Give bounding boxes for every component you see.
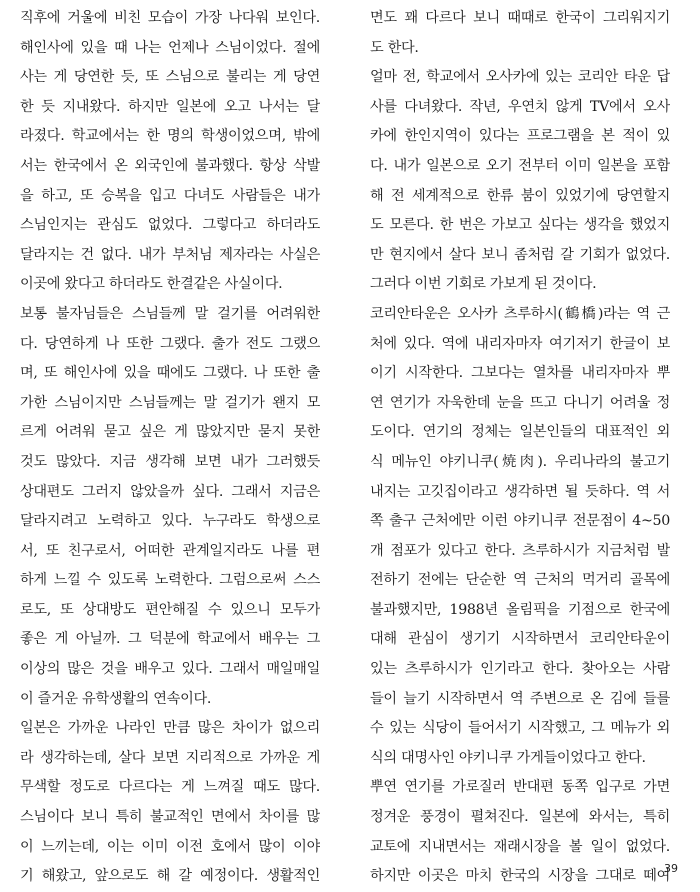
- text-line: 다. 당연하게 나 또한 그랬다. 출가 전도 그랬으: [20, 335, 320, 352]
- text-line: 식의 대명사인 야키니쿠 가게들이었다고 한다.: [370, 749, 646, 766]
- text-line: 연 연기가 자욱한데 눈을 뜨고 다니기 어려울 정: [370, 394, 670, 411]
- text-line: 한 듯 지내왔다. 하지만 일본에 오고 나서는 달: [20, 98, 320, 115]
- text-line: 보통 불자님들은 스님들께 말 걸기를 어려워한: [20, 305, 320, 322]
- text-line: 대해 관심이 생기기 시작하면서 코리안타운이: [370, 631, 670, 648]
- text-line: 식 메뉴인 야키니쿠(焼肉). 우리나라의 불고기: [370, 453, 670, 470]
- text-line: 쪽 출구 근처에만 이런 야키니쿠 전문점이 4~50: [370, 513, 670, 530]
- text-line: 도 한다.: [370, 39, 419, 56]
- text-line: 다. 내가 일본으로 오기 전부터 이미 일본을 포함: [370, 157, 670, 174]
- text-line: 로도, 또 상대방도 편안해질 수 있으니 모두가: [20, 601, 320, 618]
- text-line: 전하기 전에는 단순한 역 근처의 먹거리 골목에: [370, 572, 670, 589]
- text-line: 르게 어려워 묻고 싶은 게 많았지만 묻지 못한: [20, 424, 320, 441]
- text-line: 직후에 거울에 비친 모습이 가장 나다워 보인다.: [20, 10, 320, 26]
- text-line: 있는 츠루하시가 인기라고 한다. 찾아오는 사람: [370, 661, 670, 678]
- text-line: 이기 시작한다. 그보다는 열차를 내리자마자 뿌: [370, 365, 670, 382]
- text-line: 교토에 지내면서는 재래시장을 볼 일이 없었다.: [370, 838, 670, 855]
- text-line: 서는 한국에서 온 외국인에 불과했다. 항상 삭발: [20, 157, 320, 174]
- page-number: 39: [664, 862, 678, 875]
- right-text-column: [370, 4, 670, 892]
- text-line: 수 있는 식당이 들어서기 시작했고, 그 메뉴가 외: [370, 720, 670, 737]
- text-line: 달라지는 건 없다. 내가 부처님 제자라는 사실은: [20, 246, 320, 263]
- text-line: 하게 느낄 수 있도록 노력한다. 그럼으로써 스스: [20, 572, 320, 589]
- text-line: 내지는 고깃집이라고 생각하면 될 듯하다. 역 서: [370, 483, 670, 500]
- text-line: 도이다. 연기의 정체는 일본인들의 대표적인 외: [370, 424, 670, 441]
- text-line: 무색할 정도로 다르다는 게 느껴질 때도 많다.: [20, 779, 320, 796]
- text-line: 얼마 전, 학교에서 오사카에 있는 코리안 타운 답: [370, 69, 670, 86]
- text-line: 이상의 많은 것을 배우고 있다. 그래서 매일매일: [20, 661, 320, 678]
- text-line: 가한 스님이지만 스님들께는 말 걸기가 왠지 모: [20, 394, 320, 411]
- text-line: 그러다 이번 기회로 가보게 된 것이다.: [370, 276, 597, 293]
- text-line: 것도 많았다. 지금 생각해 보면 내가 그러했듯: [20, 453, 320, 470]
- text-line: 해인사에 있을 때 나는 언제나 스님이었다. 절에: [20, 39, 320, 56]
- text-line: 불과했지만, 1988년 올림픽을 기점으로 한국에: [370, 601, 670, 618]
- text-line: 좋은 게 아닐까. 그 덕분에 학교에서 배우는 그: [20, 631, 320, 648]
- text-line: 라졌다. 학교에서는 한 명의 학생이었으며, 밖에: [20, 128, 320, 145]
- text-line: 카에 한인지역이 있다는 프로그램을 본 적이 있: [370, 128, 670, 145]
- text-line: 정겨운 풍경이 펼쳐진다. 일본에 와서는, 특히: [370, 809, 670, 826]
- text-line: 코리안타운은 오사카 츠루하시(鶴橋)라는 역 근: [370, 305, 670, 322]
- text-line: 해 전 세계적으로 한류 붐이 있었기에 당연할지: [370, 187, 670, 204]
- text-line: 면도 꽤 다르다 보니 때때로 한국이 그리워지기: [370, 10, 670, 26]
- text-line: 개 점포가 있다고 한다. 츠루하시가 지금처럼 발: [370, 542, 670, 559]
- text-line: 이 즐거운 유학생활의 연속이다.: [20, 690, 212, 707]
- text-line: 도 모른다. 한 번은 가보고 싶다는 생각을 했었지: [370, 217, 670, 234]
- text-line: 이 느끼는데, 이는 이미 이전 호에서 많이 이야: [20, 838, 320, 855]
- text-line: 서, 또 친구로서, 어떠한 관계일지라도 나를 편: [20, 542, 320, 559]
- text-line: 사는 게 당연한 듯, 또 스님으로 불리는 게 당연: [20, 69, 320, 86]
- text-line: 라 생각하는데, 살다 보면 지리적으로 가까운 게: [20, 749, 320, 766]
- text-line: 처에 있다. 역에 내리자마자 여기저기 한글이 보: [370, 335, 670, 352]
- text-line: 만 현지에서 살다 보니 좀처럼 갈 기회가 없었다.: [370, 246, 670, 263]
- left-text-column: [20, 4, 320, 892]
- text-line: 을 하고, 또 승복을 입고 다녀도 사람들은 내가: [20, 187, 320, 204]
- text-line: 일본은 가까운 나라인 만큼 많은 차이가 없으리: [20, 720, 320, 737]
- text-line: 이곳에 왔다고 하더라도 한결같은 사실이다.: [20, 276, 283, 293]
- text-line: 들이 늘기 시작하면서 역 주변으로 온 김에 들를: [370, 690, 670, 707]
- text-line: 달라지려고 노력하고 있다. 누구라도 학생으로: [20, 513, 320, 530]
- text-line: 하지만 이곳은 마치 한국의 시장을 그대로 떼여: [370, 868, 670, 885]
- text-line: 뿌연 연기를 가로질러 반대편 동쪽 입구로 가면: [370, 779, 670, 796]
- text-line: 사를 다녀왔다. 작년, 우연치 않게 TV에서 오사: [370, 98, 670, 115]
- text-line: 스님인지는 관심도 없었다. 그렇다고 하더라도: [20, 217, 320, 234]
- text-line: 스님이다 보니 특히 불교적인 면에서 차이를 많: [20, 809, 320, 826]
- text-line: 기 해왔고, 앞으로도 해 갈 예정이다. 생활적인: [20, 868, 320, 885]
- text-line: 상대편도 그러지 않았을까 싶다. 그래서 지금은: [20, 483, 320, 500]
- text-line: 며, 또 해인사에 있을 때에도 그랬다. 나 또한 출: [20, 365, 320, 382]
